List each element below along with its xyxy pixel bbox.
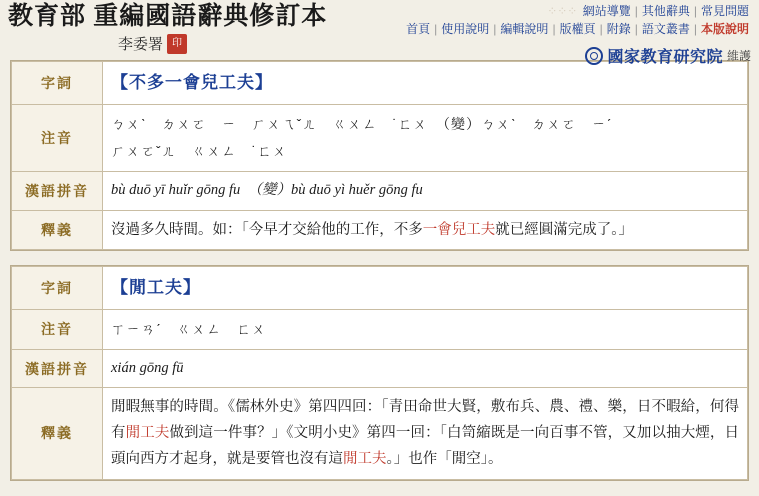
dictionary-entry <box>10 60 749 251</box>
nav-top-row <box>351 2 751 20</box>
nav-decoration: ⁘⁘⁘ <box>547 4 578 18</box>
nav-link-faq[interactable]: 常見問題 <box>700 4 749 18</box>
entry-headword: 【閒工夫】 <box>111 277 201 297</box>
row-label-pinyin: 漢語拼音 <box>12 349 103 387</box>
entry-pinyin: bù duō yī huǐr gōng fu （變）bù duō yì huěr gōng fu <box>111 182 423 199</box>
entry-phonetic-line-2: ㄏㄨㄛˇㄦ ㄍㄨㄥ ˙ㄈㄨ <box>111 143 288 160</box>
entry-definition <box>111 217 739 243</box>
row-label-word: 字詞 <box>12 266 103 309</box>
entry-definition-cell <box>103 210 748 249</box>
nav-separator: | <box>693 22 697 36</box>
table-row <box>12 349 748 387</box>
organization-maintainer-label: 維護 <box>726 49 751 63</box>
nav-separator: | <box>599 22 603 36</box>
nav-separator: | <box>493 22 497 36</box>
nav-bottom-row <box>351 20 751 38</box>
entry-definition-cell <box>103 388 748 479</box>
nav-link-book-series[interactable]: 語文叢書 <box>641 22 690 36</box>
table-row <box>12 104 748 172</box>
definition-text-before: 沒過多久時間。如：「今早才交給他的工作，不多 <box>111 221 423 238</box>
entry-pinyin-cell <box>103 349 748 387</box>
entry-phonetic-cell <box>103 104 748 172</box>
nav-link-usage[interactable]: 使用說明 <box>441 22 490 36</box>
definition-text: 做到這一件事？」《文明小史》第四一回：「白笥縮既是一向百事不管，又加以抽大煙，日頭向西方才起身，就是要管也沒有這 <box>111 425 740 468</box>
row-label-definition: 釋義 <box>12 388 103 479</box>
table-row <box>12 172 748 210</box>
entry-phonetic-cell <box>103 309 748 349</box>
row-label-phonetic: 注音 <box>12 309 103 349</box>
entry-phonetic-line-1: ㄒㄧㄢˊ ㄍㄨㄥ ㄈㄨ <box>111 320 267 337</box>
organization-logo-icon <box>585 47 603 65</box>
definition-highlight: 閒工夫 <box>125 425 170 442</box>
definition-text-after: 就已經圓滿完成了。」 <box>495 221 633 238</box>
nav-separator: | <box>434 22 438 36</box>
nav-separator: | <box>693 4 697 18</box>
nav-separator: | <box>634 4 638 18</box>
entry-headword-cell <box>103 266 748 309</box>
nav-link-home[interactable]: 首頁 <box>406 22 431 36</box>
entry-definition <box>111 394 739 472</box>
nav-link-site-map[interactable]: 網站導覽 <box>582 4 631 18</box>
nav-link-appendix[interactable]: 附錄 <box>606 22 631 36</box>
site-subtitle: 李委署 <box>118 37 164 53</box>
site-subtitle-row <box>118 33 368 54</box>
table-row <box>12 266 748 309</box>
entry-pinyin: xián gōng fū <box>111 359 184 376</box>
nav-link-editorial[interactable]: 編輯說明 <box>500 22 549 36</box>
site-brand <box>8 2 368 54</box>
entry-headword-cell <box>103 62 748 105</box>
table-row <box>12 309 748 349</box>
nav-separator: | <box>634 22 638 36</box>
table-row <box>12 62 748 105</box>
site-title: 教育部 重編國語辭典修訂本 <box>8 3 328 30</box>
definition-highlight: 閒工夫 <box>343 451 387 468</box>
entry-pinyin-cell <box>103 172 748 210</box>
entry-phonetic-line-1: ㄅㄨˋ ㄉㄨㄛ ㄧ ㄏㄨㄟˇㄦ ㄍㄨㄥ ˙ㄈㄨ （變）ㄅㄨˋ ㄉㄨㄛ ㄧˊ <box>111 115 613 132</box>
site-nav <box>351 2 751 67</box>
nav-link-copyright[interactable]: 版權頁 <box>559 22 596 36</box>
site-header <box>0 0 759 66</box>
row-label-word: 字詞 <box>12 62 103 105</box>
table-row <box>12 388 748 479</box>
seal-icon: 印 <box>167 34 187 54</box>
row-label-phonetic: 注音 <box>12 104 103 172</box>
row-label-definition: 釋義 <box>12 210 103 249</box>
definition-text: 。」也作「閒空」。 <box>386 451 503 468</box>
definition-highlight: 一會兒工夫 <box>422 221 496 238</box>
nav-separator: | <box>552 22 556 36</box>
table-row <box>12 210 748 249</box>
organization-row <box>351 44 751 67</box>
definition-text: 閒暇無事的時間。《儒林外史》第四四回：「青田命世大賢，敷布兵、農、禮、樂，日不暇給，何得有 <box>111 399 739 442</box>
nav-link-version-notes[interactable]: 本版說明 <box>700 22 749 36</box>
entry-headword: 【不多一會兒工夫】 <box>111 73 273 92</box>
organization-name: 國家教育研究院 <box>607 49 723 66</box>
dictionary-entry <box>10 265 749 481</box>
row-label-pinyin: 漢語拼音 <box>12 172 103 210</box>
nav-link-other-dictionaries[interactable]: 其他辭典 <box>641 4 690 18</box>
